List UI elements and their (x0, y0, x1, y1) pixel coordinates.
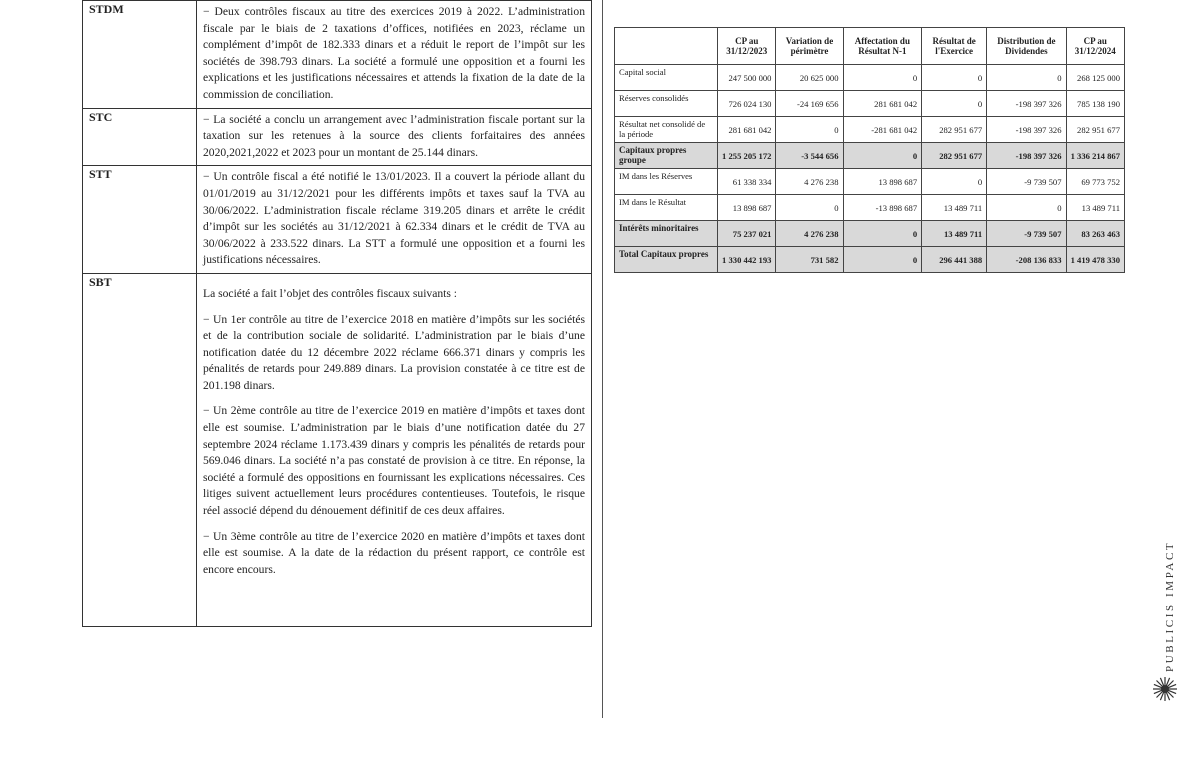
table-cell: 1 255 205 172 (718, 143, 776, 169)
table-cell: 0 (776, 195, 843, 221)
table-cell: -281 681 042 (843, 117, 922, 143)
table-cell: 1 419 478 330 (1066, 247, 1124, 273)
table-row (615, 195, 1125, 221)
fiscal-controls-body (83, 1, 592, 627)
table-cell: 268 125 000 (1066, 65, 1124, 91)
table-cell: -13 898 687 (843, 195, 922, 221)
control-row-stt (83, 166, 592, 274)
table-cell: 61 338 334 (718, 169, 776, 195)
table-cell: 282 951 677 (1066, 117, 1124, 143)
row-label: Résultat net consolidé de la période (615, 117, 718, 143)
table-cell: 281 681 042 (718, 117, 776, 143)
equity-table-body (615, 65, 1125, 273)
table-row (615, 169, 1125, 195)
subtotal-row (615, 247, 1125, 273)
table-cell: 726 024 130 (718, 91, 776, 117)
table-cell: 0 (843, 247, 922, 273)
equity-table-head (615, 28, 1125, 65)
control-paragraph: − Deux contrôles fiscaux au titre des exercices 2019 à 2022. L’administration fiscale par le biais de 2 taxations d’offices, notifiées en 2023, réclame un complément d’impôt de 182.333 dinars et a réduit le report de l’impôt sur les sociétés de 398.793 dinars. La société a formulé une opposition et a fourni les explications et les justifications nécessaires et attends la fixation de la date de la commission de conciliation. (203, 5, 585, 101)
entity-code: STT (83, 166, 197, 274)
subtotal-row (615, 143, 1125, 169)
table-cell: -198 397 326 (987, 91, 1066, 117)
control-description (197, 108, 592, 166)
cut-off-caption (640, 0, 860, 2)
table-cell: 13 489 711 (922, 221, 987, 247)
control-paragraph: − Un contrôle fiscal a été notifié le 13/01/2023. Il a couvert la période allant du 01/01/2019 au 31/12/2021 pour les différents impôts et taxes sauf la TVA au 30/06/2022. L’administration fiscale réclame 319.205 dinars et arrête le crédit d’impôt sur les sociétés au 31/12/2021 à 62.334 dinars et le crédit de TVA au 30/06/2022 à 233.522 dinars. La STT a formulé une opposition et a fourni les justifications nécessaires. (203, 170, 585, 267)
row-label: Total Capitaux propres (615, 247, 718, 273)
table-cell: 83 263 463 (1066, 221, 1124, 247)
column-header: CP au 31/12/2024 (1066, 28, 1124, 65)
table-cell: 75 237 021 (718, 221, 776, 247)
table-cell: -208 136 833 (987, 247, 1066, 273)
table-cell: 0 (843, 65, 922, 91)
table-cell: -198 397 326 (987, 117, 1066, 143)
entity-code: SBT (83, 273, 197, 626)
table-cell: 4 276 238 (776, 169, 843, 195)
row-label: Intérêts minoritaires (615, 221, 718, 247)
control-paragraph: − Un 2ème contrôle au titre de l’exercice 2019 en matière d’impôts et taxes dont elle est soumise. L’administration par le biais d’une notification datée du 27 septembre 2024 réclame 1.173.439 dinars y compris les pénalités de retards pour 569.046 dinars. La société n’a pas constaté de provision à ce titre. En réponse, la société a formulé des oppositions en fournissant les explications nécessaires. Ces litiges suivent actuellement leurs procédures contentieuses. Toutefois, le risque réel associé dépend du dénouement définitif de ces deux affaires. (203, 404, 585, 518)
table-cell: 0 (843, 221, 922, 247)
table-cell: 1 336 214 867 (1066, 143, 1124, 169)
table-row (615, 65, 1125, 91)
table-cell: 0 (987, 65, 1066, 91)
row-label: Capital social (615, 65, 718, 91)
column-header: CP au 31/12/2023 (718, 28, 776, 65)
table-cell: 282 951 677 (922, 117, 987, 143)
fiscal-controls-table (82, 0, 592, 627)
table-cell: 0 (776, 117, 843, 143)
table-cell: 13 489 711 (1066, 195, 1124, 221)
table-cell: -9 739 507 (987, 221, 1066, 247)
table-row (615, 117, 1125, 143)
column-header: Résultat de l'Exercice (922, 28, 987, 65)
table-cell: 247 500 000 (718, 65, 776, 91)
table-cell: 69 773 752 (1066, 169, 1124, 195)
table-cell: 0 (922, 65, 987, 91)
row-label: IM dans les Réserves (615, 169, 718, 195)
table-cell: -3 544 656 (776, 143, 843, 169)
table-cell: 13 489 711 (922, 195, 987, 221)
table-cell: 785 138 190 (1066, 91, 1124, 117)
table-cell: 731 582 (776, 247, 843, 273)
column-header: Variation de périmètre (776, 28, 843, 65)
column-divider (602, 0, 603, 718)
brand-name: PUBLICIS IMPACT (1164, 540, 1176, 672)
column-header: Affectation du Résultat N-1 (843, 28, 922, 65)
control-row-stc (83, 108, 592, 166)
control-description (197, 1, 592, 109)
table-cell: 281 681 042 (843, 91, 922, 117)
table-cell: 0 (922, 91, 987, 117)
subtotal-row (615, 221, 1125, 247)
table-cell: 1 330 442 193 (718, 247, 776, 273)
control-paragraph: − Un 3ème contrôle au titre de l’exercice 2020 en matière d’impôts et taxes dont elle est soumise. A la date de la rédaction du présent rapport, ce contrôle est encore encours. (203, 529, 585, 576)
table-row (615, 91, 1125, 117)
equity-header-row (615, 28, 1125, 65)
table-cell: 282 951 677 (922, 143, 987, 169)
row-label-header (615, 28, 718, 65)
row-label: IM dans le Résultat (615, 195, 718, 221)
control-description (197, 166, 592, 274)
sunburst-logo-icon (1152, 676, 1178, 702)
entity-code: STDM (83, 1, 197, 109)
control-intro: La société a fait l’objet des contrôles fiscaux suivants : (203, 286, 458, 300)
table-cell: 20 625 000 (776, 65, 843, 91)
table-cell: 296 441 388 (922, 247, 987, 273)
control-row-sbt (83, 273, 592, 626)
table-cell: -198 397 326 (987, 143, 1066, 169)
table-cell: 13 898 687 (843, 169, 922, 195)
table-cell: 13 898 687 (718, 195, 776, 221)
table-cell: 0 (987, 195, 1066, 221)
column-header: Distribution de Dividendes (987, 28, 1066, 65)
equity-variation-table (614, 27, 1125, 273)
control-description (197, 273, 592, 626)
control-paragraph: − La société a conclu un arrangement avec l’administration fiscale portant sur la taxation sur les retenues à la source des clients forfaitaires des années 2020,2021,2022 et 2023 pour un montant de 25.144 dinars. (203, 112, 585, 159)
table-cell: 4 276 238 (776, 221, 843, 247)
table-cell: 0 (843, 143, 922, 169)
control-row-stdm (83, 1, 592, 109)
table-cell: 0 (922, 169, 987, 195)
row-label: Réserves consolidés (615, 91, 718, 117)
row-label: Capitaux propres groupe (615, 143, 718, 169)
control-paragraph: − Un 1er contrôle au titre de l’exercice 2018 en matière d’impôts sur les sociétés et de la contribution sociale de solidarité. L’administration par le biais d’une notification datée du 12 décembre 2022 réclame 666.371 dinars y compris les pénalités de retards pour 249.889 dinars. La provision constatée à ce titre est de 201.198 dinars. (203, 312, 585, 392)
table-cell: -9 739 507 (987, 169, 1066, 195)
entity-code: STC (83, 108, 197, 166)
table-cell: -24 169 656 (776, 91, 843, 117)
